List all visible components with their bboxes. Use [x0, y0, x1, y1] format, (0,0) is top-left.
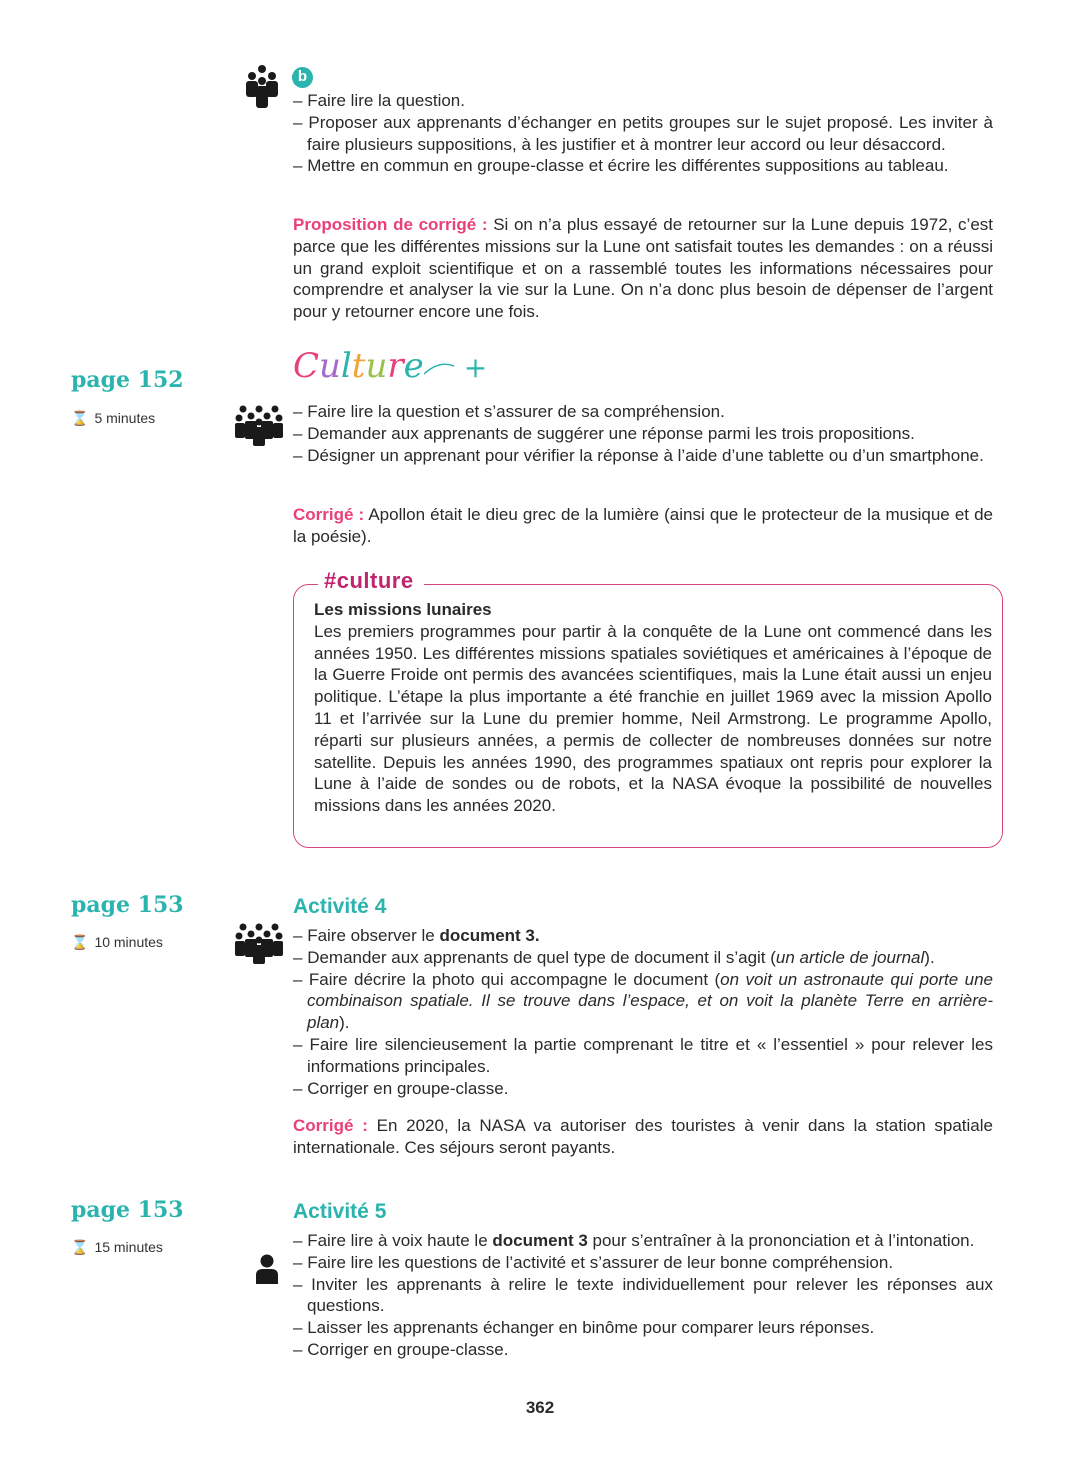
answer-label: Proposition de corrigé : — [293, 215, 488, 234]
culture-plus-logo: Culture + — [293, 346, 488, 386]
hourglass-icon: ⌛ — [71, 410, 89, 426]
activity-title: Activité 5 — [293, 1200, 387, 1223]
list-item — [293, 1230, 993, 1252]
list-item — [293, 969, 993, 1034]
list-item — [293, 1274, 993, 1318]
italic-text: un article de journal — [775, 947, 925, 967]
item-text: Laisser les apprenants échanger en binôme pour comparer leurs réponses. — [307, 1318, 875, 1338]
list-item — [293, 112, 993, 156]
answer-paragraph — [293, 504, 993, 548]
box-title: Les missions lunaires — [314, 600, 492, 619]
bold-text: document 3. — [439, 926, 540, 945]
list-item — [293, 1078, 993, 1100]
item-text: ). — [924, 947, 935, 967]
list-item — [293, 1339, 993, 1361]
page-number: 362 — [525, 1398, 555, 1417]
box-text: Les premiers programmes pour partir à la conquête de la Lune ont commencé dans les années 1950. Les différentes missions spatiales soviétiques et américaines à l’époque de la Guerre Froide ont permis des avancées scientifiques, mais la Lune était aussi un enjeu politique. L’étape la plus importante a été franchie en juillet 1969 avec la mission Apollo 11 et l’arrivée sur la Lune du premier homme, Neil Armstrong. Le programme Apollo, réparti sur plusieurs années, a permis de collecter de nombreuses données sur notre satellite. Depuis les années 1990, des programmes spatiaux ont repris pour explorer la Lune à l’aide de sondes ou de robots, et la NASA évoque la possibilité de nouvelles missions dans les années 2020. — [314, 621, 992, 816]
list-item — [293, 401, 993, 423]
list-item — [293, 445, 993, 467]
individual-icon — [256, 1254, 278, 1290]
item-text: Désigner un apprenant pour vérifier la réponse à l’aide d’une tablette ou d’un smartphone. — [307, 445, 984, 465]
page-reference: page 153 — [71, 1197, 184, 1223]
culture-info-box — [293, 584, 1003, 848]
answer-label: Corrigé : — [293, 1116, 368, 1135]
answer-label: Corrigé : — [293, 505, 365, 524]
item-text: Mettre en commun en groupe-classe et écrire les différentes suppositions au tableau. — [307, 156, 949, 176]
item-text: Faire décrire la photo qui accompagne le document ( — [308, 969, 721, 989]
list-item — [293, 90, 993, 112]
answer-text: En 2020, la NASA va autoriser des touristes à venir dans la station spatiale internationale. Ces séjours seront payants. — [293, 1116, 993, 1157]
list-item — [293, 1317, 993, 1339]
italic-text: on voit un astronaute qui porte une combinaison spatiale. Il se trouve dans l’espace, et on voit la planète Terre en arrière-plan — [307, 969, 993, 1033]
duration — [71, 932, 163, 954]
duration-text: 10 minutes — [94, 934, 163, 950]
hourglass-icon: ⌛ — [71, 1239, 89, 1255]
item-text: ). — [339, 1013, 350, 1033]
duration-text: 15 minutes — [94, 1239, 163, 1255]
page-reference: page 153 — [71, 892, 184, 918]
item-text: Faire lire la question et s’assurer de sa compréhension. — [307, 402, 725, 421]
item-text: Corriger en groupe-classe. — [307, 1078, 509, 1098]
list-item — [293, 423, 993, 445]
answer-text: Si on n’a plus essayé de retourner sur la Lune depuis 1972, c’est parce que les différentes missions sur la Lune ont satisfait toutes les demandes : on a réussi un grand exploit scientifique et on a rassemblé toutes les informations nécessaires pour comprendre et analyser la vie sur la Lune. On n’a donc plus besoin de dépenser de l’argent pour y retourner encore une fois. — [293, 215, 993, 322]
item-text: Proposer aux apprenants d’échanger en petits groupes sur le sujet proposé. Les inviter à faire plusieurs suppositions, à les justifier et à montrer leur accord ou leur désaccord. — [307, 112, 993, 154]
item-text: Corriger en groupe-classe. — [307, 1339, 509, 1359]
instruction-list — [293, 925, 993, 1099]
list-item — [293, 1034, 993, 1078]
list-item — [293, 1252, 993, 1274]
step-badge: b — [292, 67, 313, 88]
answer-paragraph — [293, 214, 993, 323]
item-text: Demander aux apprenants de quel type de document il s’agit ( — [307, 947, 776, 967]
duration — [71, 408, 155, 430]
bold-text: document 3 — [492, 1231, 588, 1250]
item-text: Faire lire silencieusement la partie comprenant le titre et « l’essentiel » pour relever les informations principales. — [307, 1034, 993, 1076]
item-text: Inviter les apprenants à relire le texte individuellement pour relever les réponses aux questions. — [307, 1274, 993, 1316]
page-reference: page 152 — [71, 367, 184, 393]
list-item — [293, 925, 993, 947]
list-item — [293, 155, 993, 177]
instruction-list — [293, 90, 993, 177]
item-text: Faire lire les questions de l’activité et s’assurer de leur bonne compréhension. — [307, 1252, 894, 1272]
class-icon — [235, 404, 283, 452]
item-text: Faire lire à voix haute le — [307, 1231, 493, 1250]
answer-text: Apollon était le dieu grec de la lumière (ainsi que le protecteur de la musique et de la poésie). — [293, 505, 993, 546]
instruction-list — [293, 401, 993, 466]
box-tag: #culture — [318, 570, 424, 592]
item-text: Faire lire la question. — [307, 91, 465, 110]
item-text: pour s’entraîner à la prononciation et à l’intonation. — [587, 1231, 975, 1250]
duration — [71, 1237, 163, 1259]
answer-paragraph — [293, 1115, 993, 1159]
list-item — [293, 947, 993, 969]
hourglass-icon: ⌛ — [71, 934, 89, 950]
activity-title: Activité 4 — [293, 895, 387, 918]
duration-text: 5 minutes — [94, 410, 156, 426]
class-icon — [235, 922, 283, 970]
item-text: Demander aux apprenants de suggérer une réponse parmi les trois propositions. — [307, 423, 915, 443]
instruction-list — [293, 1230, 993, 1361]
group-icon — [244, 64, 280, 114]
item-text: Faire observer le — [307, 926, 440, 945]
